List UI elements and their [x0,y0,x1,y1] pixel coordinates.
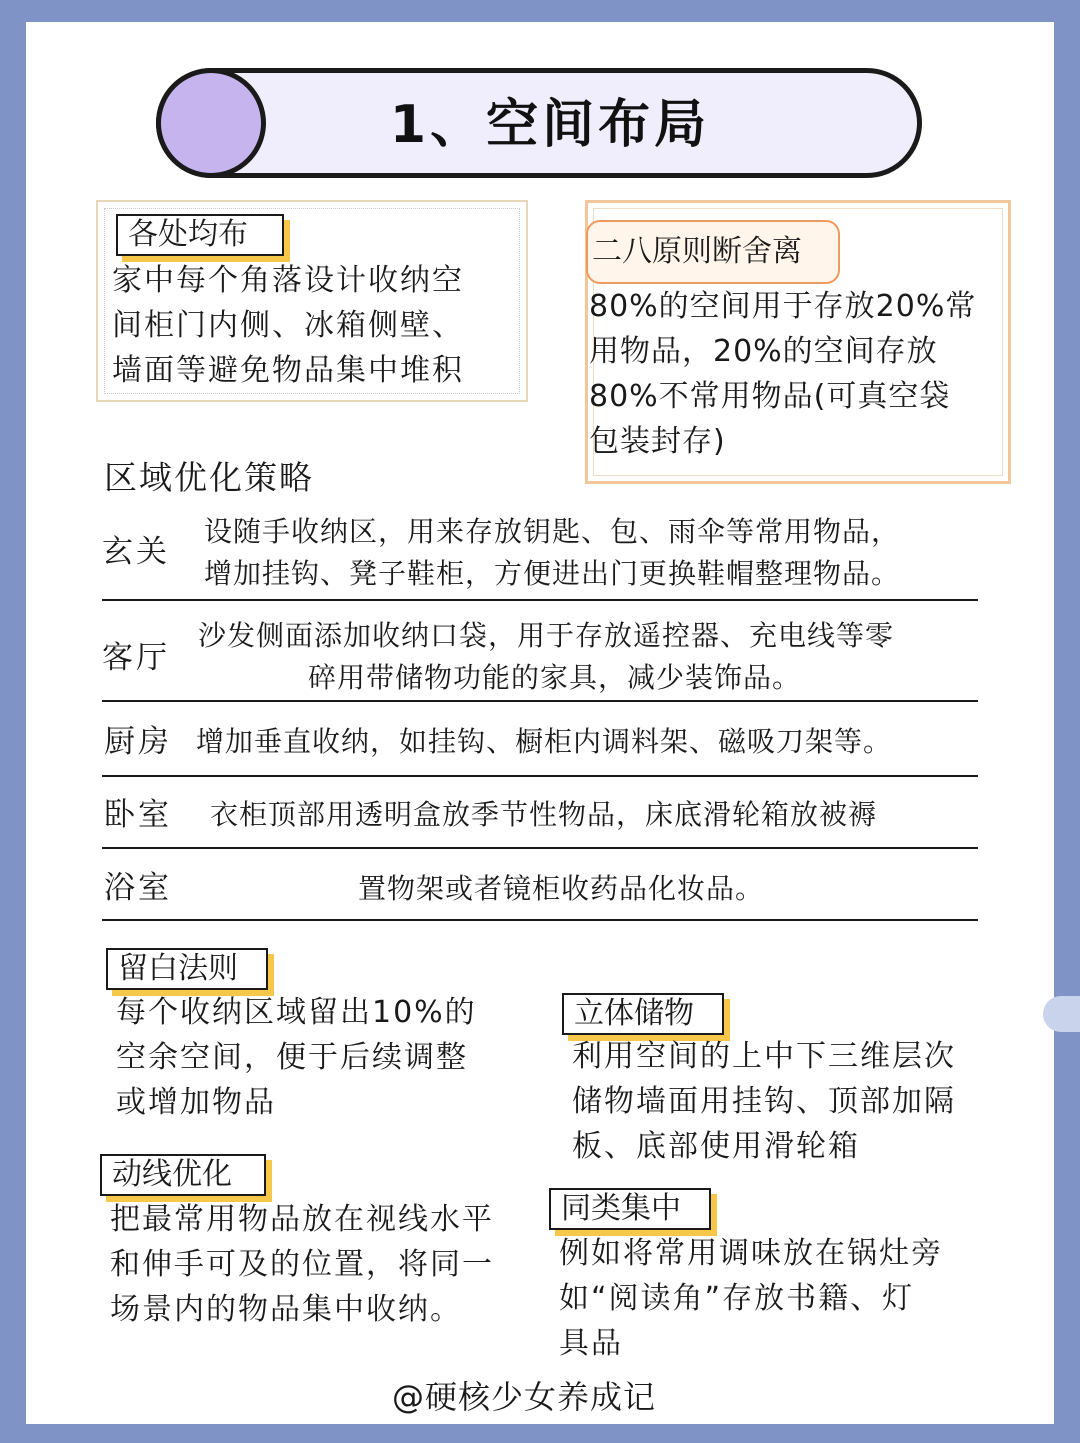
pareto-rule-tag: 二八原则断舍离 [586,220,840,284]
zone-desc-living-room-2: 碎用带储物功能的家具，减少装饰品。 [308,661,802,694]
zone-label-bathroom: 浴室 [104,870,172,906]
divider [102,599,978,601]
zone-desc-bedroom: 衣柜顶部用透明盒放季节性物品，床底滑轮箱放被褥 [210,798,878,831]
zone-desc-bathroom: 置物架或者镜柜收药品化妆品。 [358,872,765,905]
zone-desc-entryway: 设随手收纳区，用来存放钥匙、包、雨伞等常用物品， 增加挂钩、凳子鞋柜，方便进出门更换鞋帽整理物品。 [204,515,901,590]
page-title: 1、空间布局 [389,95,711,155]
even-distribution-tag: 各处均布 [116,214,284,256]
vertical-storage-tag: 立体储物 [562,993,724,1035]
title-circle-decoration [156,68,266,178]
zone-label-kitchen: 厨房 [104,724,172,760]
zone-desc-living-room: 沙发侧面添加收纳口袋，用于存放遥控器、充电线等零 [198,619,895,652]
whitespace-rule-text: 每个收纳区域留出10%的 空余空间，便于后续调整 或增加物品 [116,995,477,1120]
zone-label-bedroom: 卧室 [104,797,172,833]
zone-label-living-room: 客厅 [102,640,170,676]
divider [102,775,978,777]
vertical-storage-text: 利用空间的上中下三维层次 储物墙面用挂钩、顶部加隔 板、底部使用滑轮箱 [572,1039,956,1164]
whitespace-rule-tag: 留白法则 [106,948,268,990]
pareto-rule-text: 80%的空间用于存放20%常 用物品，20%的空间存放 80%不常用物品(可真空袋 包装封存) [589,289,977,459]
divider [102,700,978,702]
zone-desc-kitchen: 增加垂直收纳，如挂钩、橱柜内调料架、磁吸刀架等。 [196,725,893,758]
scroll-handle[interactable] [1043,996,1080,1032]
author-watermark: @硬核少女养成记 [392,1378,657,1416]
traffic-flow-text: 把最常用物品放在视线水平 和伸手可及的位置，将同一 场景内的物品集中收纳。 [110,1202,494,1327]
even-distribution-text: 家中每个角落设计收纳空 间柜门内侧、冰箱侧壁、 墙面等避免物品集中堆积 [112,263,464,388]
zone-label-entryway: 玄关 [102,534,170,570]
zone-section-title: 区域优化策略 [104,458,314,497]
traffic-flow-tag: 动线优化 [100,1154,266,1196]
divider [102,919,978,921]
divider [102,847,978,849]
group-similar-tag: 同类集中 [549,1188,711,1230]
group-similar-text: 例如将常用调味放在锅灶旁 如“阅读角”存放书籍、灯 具品 [559,1236,943,1361]
